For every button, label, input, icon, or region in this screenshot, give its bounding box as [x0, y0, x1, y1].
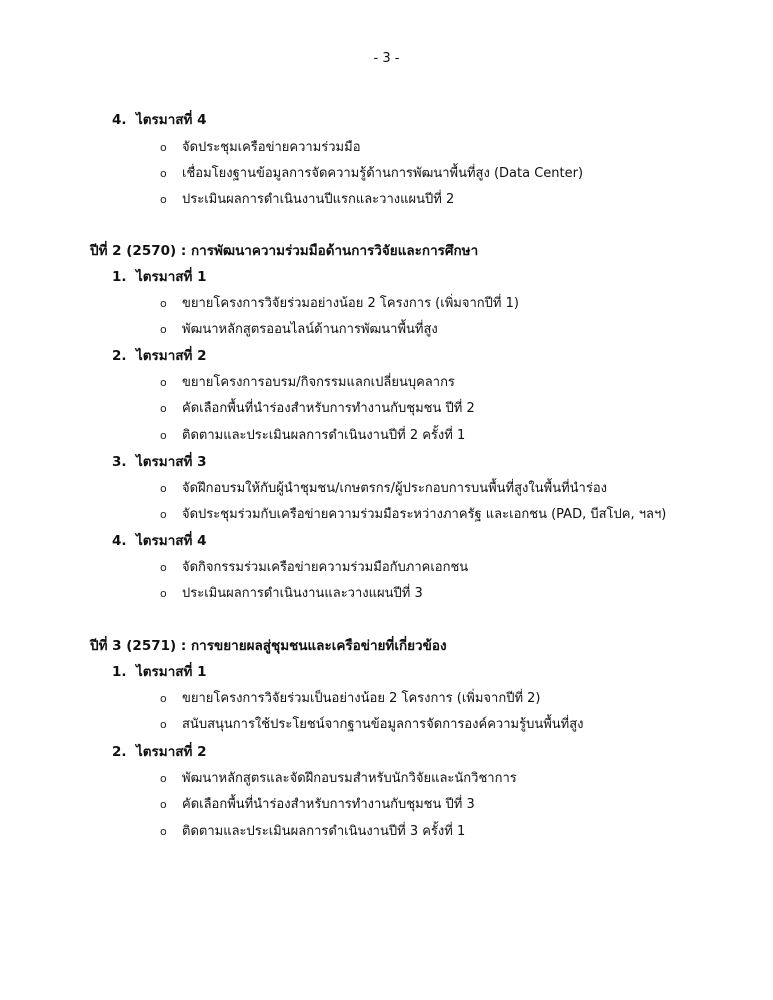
list-item [160, 318, 438, 339]
list-item-text: เชื่อมโยงฐานข้อมูลการจัดความรู้ด้านการพัฒนาพื้นที่สูง (Data Center) [182, 166, 584, 181]
quarter-label: ไตรมาสที่ 3 [136, 454, 207, 470]
list-item-text: พัฒนาหลักสูตรออนไลน์ด้านการพัฒนาพื้นที่สูง [182, 322, 438, 337]
bullet-circle-icon: o [160, 482, 167, 495]
quarter-label: ไตรมาสที่ 4 [136, 112, 207, 128]
quarter-number: 1. [112, 269, 127, 285]
list-item [160, 371, 455, 392]
list-item [160, 556, 468, 577]
list-item-text: จัดประชุมเครือข่ายความร่วมมือ [182, 140, 361, 155]
bullet-circle-icon: o [160, 798, 167, 811]
list-item-text: ประเมินผลการดำเนินงานและวางแผนปีที่ 3 [182, 586, 423, 601]
list-item-text: พัฒนาหลักสูตรและจัดฝึกอบรมสำหรับนักวิจัยและนักวิชาการ [182, 771, 517, 786]
bullet-circle-icon: o [160, 323, 167, 336]
list-item [160, 793, 475, 814]
bullet-circle-icon: o [160, 561, 167, 574]
list-item-text: ขยายโครงการวิจัยร่วมอย่างน้อย 2 โครงการ (เพิ่มจากปีที่ 1) [182, 296, 519, 311]
list-item-text: จัดประชุมร่วมกับเครือข่ายความร่วมมือระหว่างภาครัฐ และเอกชน (PAD, บีสโปค, ฯลฯ) [182, 507, 667, 522]
quarter-heading [112, 740, 207, 762]
list-item-text: จัดฝึกอบรมให้กับผู้นำชุมชน/เกษตรกร/ผู้ประกอบการบนพื้นที่สูงในพื้นที่นำร่อง [182, 481, 607, 496]
quarter-number: 1. [112, 664, 127, 680]
list-item-text: คัดเลือกพื้นที่นำร่องสำหรับการทำงานกับชุมชน ปีที่ 3 [182, 797, 475, 812]
bullet-circle-icon: o [160, 718, 167, 731]
list-item-text: ติดตามและประเมินผลการดำเนินงานปีที่ 3 ครั้งที่ 1 [182, 824, 466, 839]
list-item [160, 188, 454, 209]
list-item [160, 767, 517, 788]
list-item [160, 503, 666, 524]
list-item-text: ขยายโครงการวิจัยร่วมเป็นอย่างน้อย 2 โครงการ (เพิ่มจากปีที่ 2) [182, 691, 541, 706]
list-item-text: ขยายโครงการอบรม/กิจกรรมแลกเปลี่ยนบุคลากร [182, 375, 455, 390]
quarter-number: 2. [112, 744, 127, 760]
list-item-text: คัดเลือกพื้นที่นำร่องสำหรับการทำงานกับชุมชน ปีที่ 2 [182, 401, 475, 416]
list-item [160, 136, 361, 157]
list-item [160, 397, 475, 418]
list-item [160, 713, 584, 734]
bullet-circle-icon: o [160, 508, 167, 521]
list-item [160, 820, 465, 841]
list-item-text: ติดตามและประเมินผลการดำเนินงานปีที่ 2 ครั้งที่ 1 [182, 428, 466, 443]
bullet-circle-icon: o [160, 587, 167, 600]
quarter-heading [112, 108, 207, 130]
list-item-text: สนับสนุนการใช้ประโยชน์จากฐานข้อมูลการจัดการองค์ความรู้บนพื้นที่สูง [182, 717, 584, 732]
quarter-label: ไตรมาสที่ 1 [136, 269, 207, 285]
list-item-text: ประเมินผลการดำเนินงานปีแรกและวางแผนปีที่ 2 [182, 192, 455, 207]
list-item [160, 477, 607, 498]
quarter-label: ไตรมาสที่ 2 [136, 348, 207, 364]
bullet-circle-icon: o [160, 825, 167, 838]
quarter-number: 4. [112, 112, 127, 128]
quarter-heading [112, 529, 207, 551]
quarter-heading [112, 660, 207, 682]
bullet-circle-icon: o [160, 167, 167, 180]
bullet-circle-icon: o [160, 141, 167, 154]
list-item [160, 162, 583, 183]
quarter-label: ไตรมาสที่ 4 [136, 533, 207, 549]
list-item-text: จัดกิจกรรมร่วมเครือข่ายความร่วมมือกับภาคเอกชน [182, 560, 469, 575]
quarter-heading [112, 450, 207, 472]
bullet-circle-icon: o [160, 193, 167, 206]
list-item [160, 687, 541, 708]
bullet-circle-icon: o [160, 692, 167, 705]
bullet-circle-icon: o [160, 429, 167, 442]
bullet-circle-icon: o [160, 772, 167, 785]
quarter-number: 4. [112, 533, 127, 549]
quarter-heading [112, 344, 207, 366]
bullet-circle-icon: o [160, 402, 167, 415]
quarter-label: ไตรมาสที่ 1 [136, 664, 207, 680]
year-3-heading: ปีที่ 3 (2571) : การขยายผลสู่ชุมชนและเครือข่ายที่เกี่ยวข้อง [90, 638, 447, 654]
year-2-heading: ปีที่ 2 (2570) : การพัฒนาความร่วมมือด้านการวิจัยและการศึกษา [90, 243, 479, 259]
quarter-number: 2. [112, 348, 127, 364]
page-number: - 3 - [373, 51, 400, 66]
bullet-circle-icon: o [160, 297, 167, 310]
quarter-number: 3. [112, 454, 127, 470]
list-item [160, 292, 519, 313]
list-item [160, 424, 465, 445]
quarter-heading [112, 265, 207, 287]
bullet-circle-icon: o [160, 376, 167, 389]
quarter-label: ไตรมาสที่ 2 [136, 744, 207, 760]
list-item [160, 582, 423, 603]
